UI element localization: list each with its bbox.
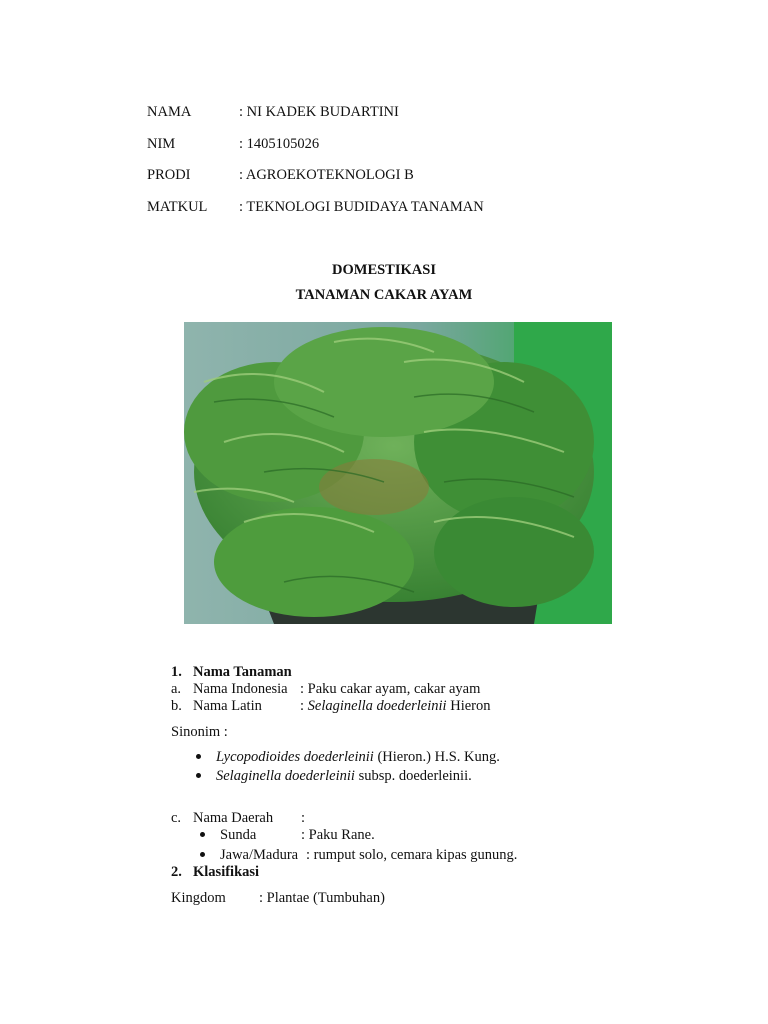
foliage-lower-right: [434, 497, 594, 607]
daerah-jawa-value: : rumput solo, cemara kipas gunung.: [306, 847, 518, 863]
section2-heading: Klasifikasi: [193, 864, 260, 880]
item-c-colon: :: [301, 810, 306, 826]
header-label-prodi: PRODI: [147, 167, 191, 183]
foliage-lower-left: [214, 507, 414, 617]
section2-number: 2.: [171, 864, 182, 880]
item-a-value: : Paku cakar ayam, cakar ayam: [300, 681, 481, 697]
synonym-1-latin: Lycopodioides doederleinii: [216, 749, 374, 765]
plant-photo: [184, 322, 612, 624]
sinonim-label: Sinonim :: [171, 724, 228, 740]
synonym-2-latin: Selaginella doederleinii: [216, 768, 355, 784]
bullet-icon: [200, 832, 205, 837]
synonym-2-rest: subsp. doederleinii.: [358, 768, 472, 784]
daerah-sunda-key: Sunda: [220, 827, 257, 843]
bullet-icon: [200, 852, 205, 857]
header-label-nama: NAMA: [147, 104, 192, 120]
synonym-2: [216, 767, 472, 785]
item-b-key: Nama Latin: [193, 698, 262, 714]
kingdom-value: : Plantae (Tumbuhan): [259, 890, 385, 906]
page-title-line2: TANAMAN CAKAR AYAM: [295, 287, 473, 303]
header-value-prodi: : AGROEKOTEKNOLOGI B: [239, 167, 414, 183]
item-b-value: [300, 697, 490, 715]
foliage-top: [274, 327, 494, 437]
item-c-key: Nama Daerah: [193, 810, 274, 826]
item-c-label: c.: [171, 810, 182, 826]
item-a-label: a.: [171, 681, 182, 697]
bullet-icon: [196, 754, 201, 759]
item-b-latin-name: Selaginella doederleinii: [307, 698, 447, 714]
synonym-1-author: (Hieron.) H.S. Kung.: [377, 749, 500, 765]
item-b-author: Hieron: [450, 698, 491, 714]
header-value-nim: : 1405105026: [239, 136, 320, 152]
kingdom-key: Kingdom: [171, 890, 226, 906]
page-title-line1: DOMESTIKASI: [332, 262, 436, 278]
plant-photo-svg: [184, 322, 612, 624]
header-label-nim: NIM: [147, 136, 176, 152]
bullet-icon: [196, 773, 201, 778]
header-label-matkul: MATKUL: [147, 199, 208, 215]
header-value-matkul: : TEKNOLOGI BUDIDAYA TANAMAN: [239, 199, 484, 215]
item-b-label: b.: [171, 698, 182, 714]
brown-stems: [319, 459, 429, 515]
header-value-nama: : NI KADEK BUDARTINI: [239, 104, 399, 120]
daerah-sunda-value: : Paku Rane.: [301, 827, 375, 843]
item-b-colon: :: [300, 698, 305, 714]
section1-number: 1.: [171, 664, 182, 680]
synonym-1: [216, 748, 500, 766]
item-a-key: Nama Indonesia: [193, 681, 288, 697]
section1-heading: Nama Tanaman: [193, 664, 292, 680]
daerah-jawa-key: Jawa/Madura: [220, 847, 299, 863]
